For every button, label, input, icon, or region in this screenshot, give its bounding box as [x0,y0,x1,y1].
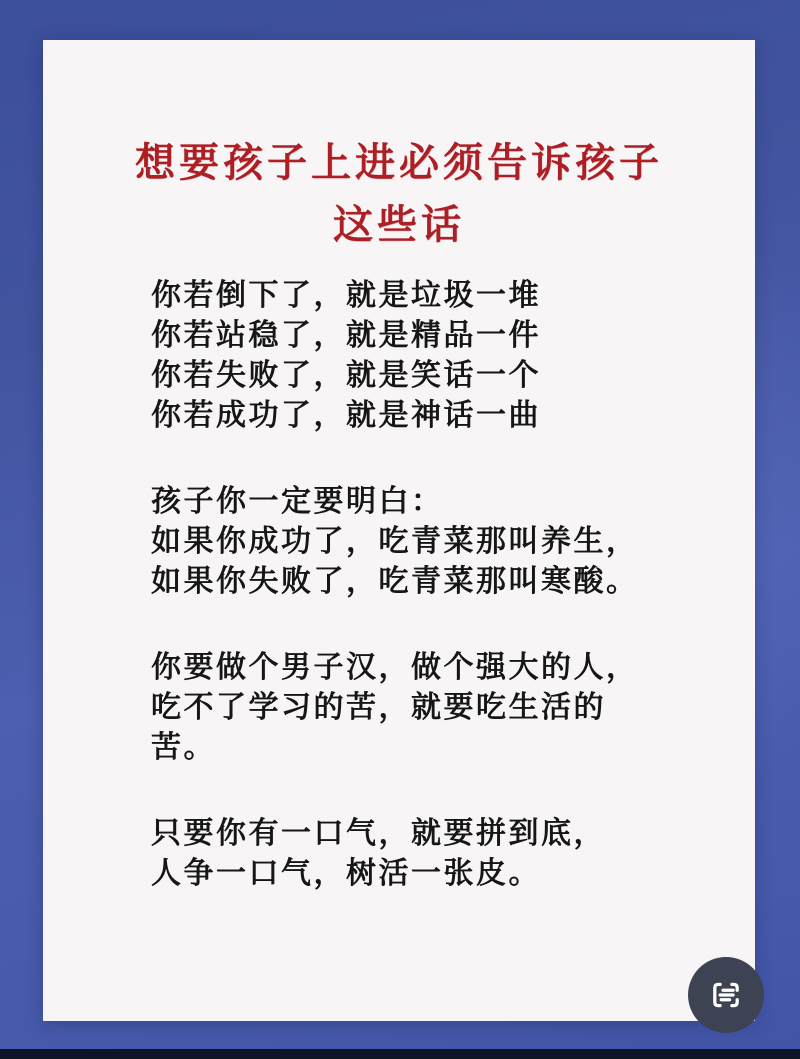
paragraph [151,482,695,602]
scan-text-button[interactable] [688,957,764,1033]
title-line: 想要孩子上进必须告诉孩子 [135,140,663,185]
text-line: 如果你失败了，吃青菜那叫寒酸。 [151,565,639,598]
text-line: 只要你有一口气，就要拼到底， [151,817,606,850]
text-line: 如果你成功了，吃青菜那叫养生， [151,525,639,558]
text-line: 你若成功了，就是神话一曲 [151,399,541,432]
text-line: 苦。 [151,731,216,764]
card-body [151,276,695,894]
paragraph [151,814,695,894]
scan-text-icon [703,972,749,1018]
paragraph [151,648,695,768]
text-line: 你若倒下了，就是垃圾一堆 [151,279,541,312]
text-line: 人争一口气，树活一张皮。 [151,857,541,890]
quote-card [43,40,755,1021]
text-line: 你要做个男子汉，做个强大的人， [151,651,639,684]
card-title [43,132,755,256]
title-line: 这些话 [333,202,465,247]
text-line: 吃不了学习的苦，就要吃生活的 [151,691,606,724]
bottom-letterbox-bar [0,1049,800,1059]
text-line: 你若失败了，就是笑话一个 [151,359,541,392]
text-line: 孩子你一定要明白： [151,485,444,518]
text-line: 你若站稳了，就是精品一件 [151,319,541,352]
paragraph [151,276,695,436]
